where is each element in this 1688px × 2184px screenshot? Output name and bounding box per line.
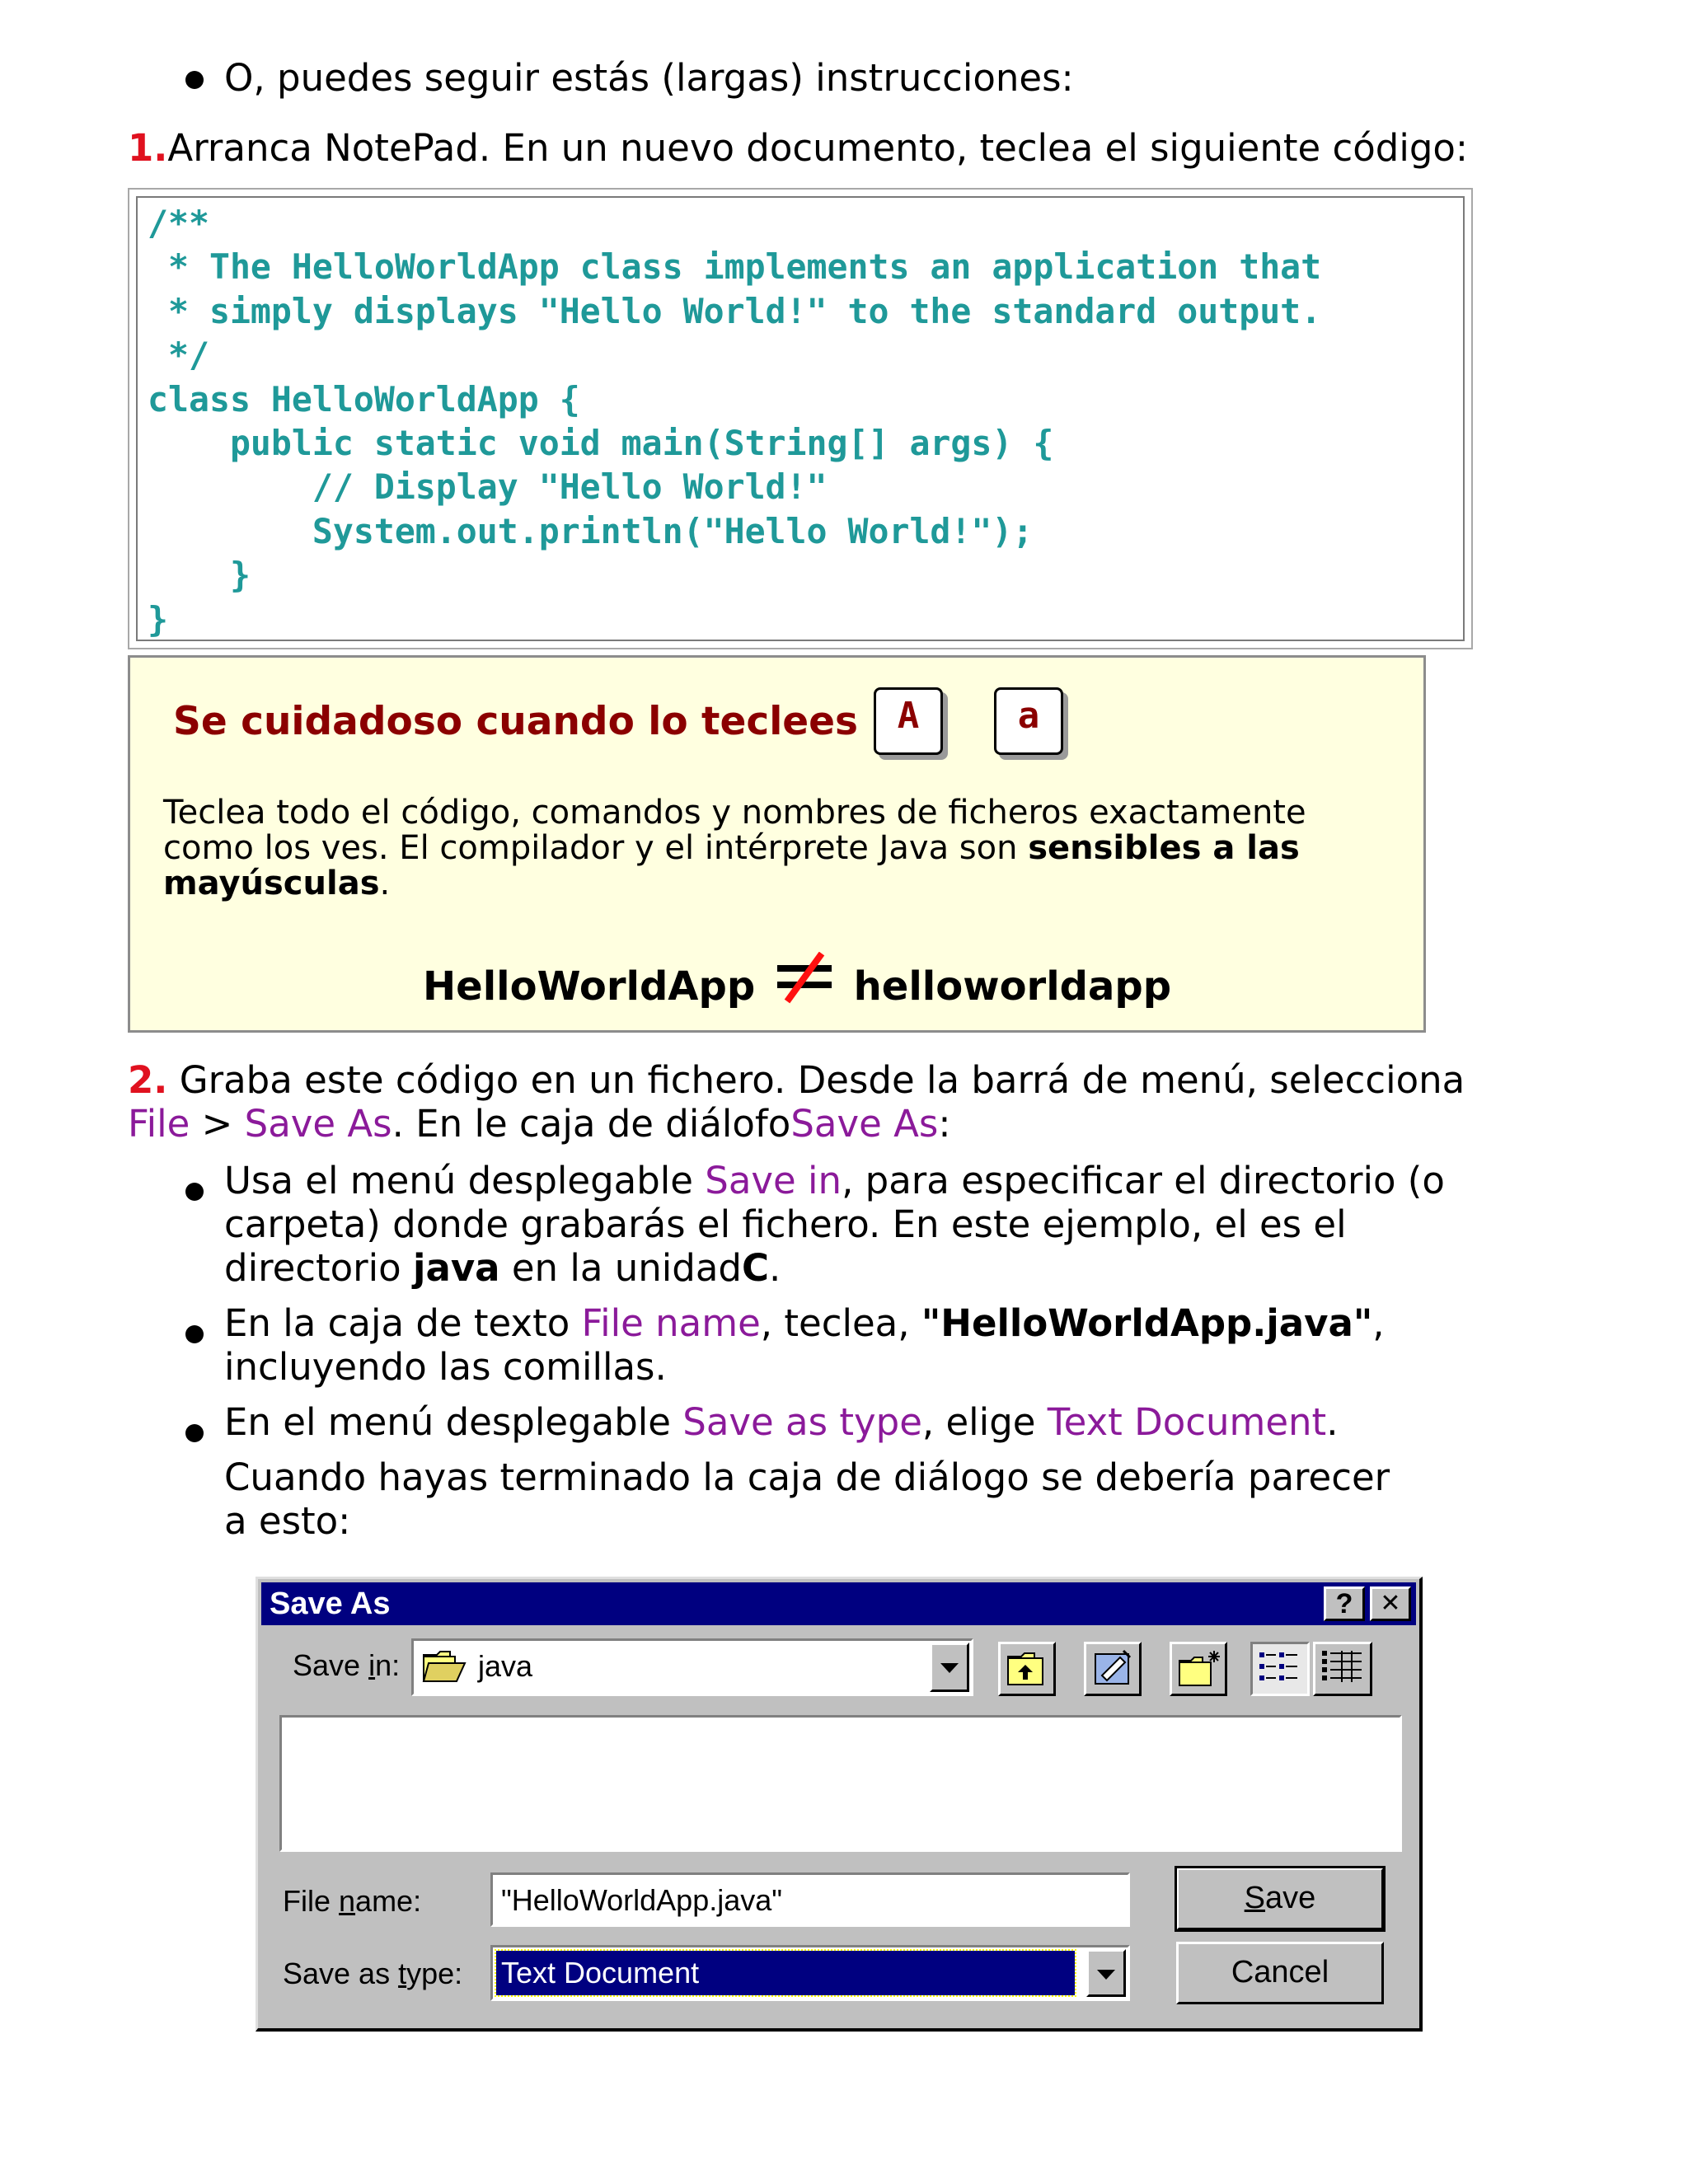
save-as-type-label xyxy=(283,1957,462,1991)
code-line: * The HelloWorldApp class implements an application that xyxy=(148,246,1322,288)
code-line: * simply displays "Hello World!" to the standard output. xyxy=(148,290,1322,331)
save-in-label xyxy=(293,1648,400,1683)
menu-file-term: File xyxy=(128,1102,190,1146)
step1-text: Arranca NotePad. En un nuevo documento, teclea el siguiente código: xyxy=(167,126,1469,170)
case-left-word: HelloWorldApp xyxy=(423,963,756,1010)
details-view-icon xyxy=(1320,1649,1363,1687)
bullet-text: , teclea, xyxy=(760,1301,921,1345)
desktop-button[interactable] xyxy=(1084,1642,1142,1696)
button-accel: S xyxy=(1244,1881,1266,1915)
cancel-button[interactable] xyxy=(1176,1942,1384,2004)
text-document-term: Text Document xyxy=(1047,1400,1327,1444)
save-in-term: Save in xyxy=(705,1159,842,1202)
code-line: } xyxy=(148,598,168,640)
cancel-button-label: Cancel xyxy=(1231,1955,1329,1990)
bullet1-line3 xyxy=(224,1246,781,1291)
bullet-text: , elige xyxy=(921,1400,1048,1444)
file-name-term: File name xyxy=(581,1301,761,1345)
up-one-level-button[interactable] xyxy=(998,1642,1056,1696)
code-line: public static void main(String[] args) { xyxy=(148,423,1054,464)
save-as-type-value: Text Document xyxy=(501,1956,700,1990)
chevron-down-icon xyxy=(1097,1970,1115,1980)
step2-line2 xyxy=(128,1102,950,1146)
bullet2-line2: incluyendo las comillas. xyxy=(224,1345,667,1389)
key-upper-a-icon: A xyxy=(874,687,943,755)
intro-bullet xyxy=(185,71,204,89)
bullet-text: , xyxy=(1372,1301,1385,1345)
save-as-type-selected xyxy=(496,1951,1075,1995)
caution-body-bold: sensibles a las xyxy=(1028,829,1300,867)
label-text: ype: xyxy=(406,1957,463,1990)
code-listing xyxy=(148,201,1321,641)
button-text: ave xyxy=(1265,1881,1316,1915)
step2-text: Graba este código en un fichero. Desde la barrá de menú, selecciona xyxy=(167,1058,1465,1102)
dialog-saveas-term: Save As xyxy=(790,1102,939,1146)
save-in-dropdown[interactable] xyxy=(411,1638,973,1696)
label-accel: n xyxy=(339,1884,356,1918)
desktop-icon xyxy=(1090,1647,1135,1689)
save-button[interactable] xyxy=(1176,1868,1384,1930)
save-button-label xyxy=(1179,1873,1381,1923)
code-line: /** xyxy=(148,203,209,243)
label-accel: t xyxy=(398,1957,407,1990)
bullet-text: , para especificar el directorio (o xyxy=(842,1159,1445,1202)
bullet1-line1 xyxy=(224,1159,1445,1203)
label-accel: i xyxy=(368,1648,376,1682)
step2-number: 2. xyxy=(128,1058,168,1102)
bullet-text: en la unidad xyxy=(499,1246,742,1290)
menu-saveas-term: Save As xyxy=(244,1102,392,1146)
code-line: } xyxy=(148,555,251,596)
label-text: n: xyxy=(375,1648,401,1682)
bullet-bold: java xyxy=(413,1246,500,1290)
intro-text: O, puedes seguir estás (largas) instrucciones: xyxy=(224,56,1074,100)
bullet-2 xyxy=(185,1325,204,1343)
chevron-down-icon xyxy=(940,1663,959,1673)
caution-title: Se cuidadoso cuando lo teclees xyxy=(173,699,859,744)
not-equal-icon xyxy=(774,952,835,1005)
code-line: */ xyxy=(148,335,209,376)
code-line: // Display "Hello World!" xyxy=(148,466,828,508)
after-line1: Cuando hayas terminado la caja de diálogo se debería parecer xyxy=(224,1455,1390,1499)
list-view-icon xyxy=(1258,1649,1301,1687)
file-name-label xyxy=(283,1884,421,1919)
caution-box xyxy=(128,655,1426,1033)
label-text: Save xyxy=(293,1648,369,1682)
after-line2: a esto: xyxy=(224,1499,351,1543)
bullet-text: En el menú desplegable xyxy=(224,1400,683,1444)
case-right-word: helloworldapp xyxy=(853,963,1172,1010)
bullet-1 xyxy=(185,1183,204,1201)
step1-number: 1. xyxy=(128,126,168,170)
up-folder-icon xyxy=(1005,1648,1049,1688)
bullet-text: directorio xyxy=(224,1246,414,1290)
code-box xyxy=(128,188,1473,649)
menu-separator: > xyxy=(190,1102,245,1146)
file-name-input[interactable] xyxy=(490,1872,1130,1927)
caution-body-text: como los ves. El compilador y el intérprete Java son xyxy=(163,829,1029,867)
step2-text: : xyxy=(938,1102,951,1146)
details-view-button[interactable] xyxy=(1313,1642,1372,1696)
bullet2-line1 xyxy=(224,1301,1385,1346)
bullet-text: . xyxy=(769,1246,781,1290)
code-line: class HelloWorldApp { xyxy=(148,378,580,419)
new-folder-icon xyxy=(1176,1647,1222,1689)
save-as-type-dropdown[interactable] xyxy=(490,1945,1130,2001)
close-button[interactable]: ✕ xyxy=(1370,1586,1411,1621)
dialog-title: Save As xyxy=(270,1586,391,1621)
caution-body-line3 xyxy=(163,866,390,902)
bullet-bold: C xyxy=(741,1246,770,1290)
bullet-text: . xyxy=(1326,1400,1339,1444)
bullet-bold: "HelloWorldApp.java" xyxy=(921,1301,1373,1345)
bullet3-line1 xyxy=(224,1400,1339,1445)
list-view-button[interactable] xyxy=(1250,1642,1310,1696)
caution-body-text: . xyxy=(379,865,391,902)
save-in-dropdown-button[interactable] xyxy=(930,1643,969,1692)
step2-text: . En le caja de diálofo xyxy=(392,1102,791,1146)
key-lower-a-icon: a xyxy=(994,687,1063,755)
create-new-folder-button[interactable] xyxy=(1170,1642,1227,1696)
code-box-inner-border xyxy=(136,196,1465,641)
step2-line1 xyxy=(128,1058,1465,1103)
help-button[interactable]: ? xyxy=(1324,1586,1365,1621)
save-as-dialog xyxy=(256,1577,1423,2032)
label-text: Save as xyxy=(283,1957,399,1990)
folder-icon xyxy=(422,1648,468,1685)
bullet1-line2: carpeta) donde grabarás el fichero. En este ejemplo, el es el xyxy=(224,1202,1347,1246)
case-comparison xyxy=(423,952,1171,1010)
label-text: ame: xyxy=(355,1884,422,1918)
file-name-value: "HelloWorldApp.java" xyxy=(501,1883,783,1917)
bullet-text: Usa el menú desplegable xyxy=(224,1159,706,1202)
dialog-titlebar xyxy=(261,1582,1416,1625)
bullet-text: En la caja de texto xyxy=(224,1301,582,1345)
save-as-type-term: Save as type xyxy=(682,1400,922,1444)
caution-body-line2 xyxy=(163,831,1300,866)
code-line: System.out.println("Hello World!"); xyxy=(148,510,1034,551)
save-in-value: java xyxy=(478,1649,533,1683)
step1-paragraph xyxy=(128,126,1468,171)
bullet-3 xyxy=(185,1424,204,1442)
file-list-area[interactable] xyxy=(279,1715,1402,1852)
caution-body-line1: Teclea todo el código, comandos y nombres de ficheros exactamente xyxy=(163,794,1306,832)
save-as-type-dropdown-button[interactable] xyxy=(1086,1949,1126,1997)
label-text: File xyxy=(283,1884,340,1918)
caution-body-bold: mayúsculas xyxy=(163,865,380,902)
